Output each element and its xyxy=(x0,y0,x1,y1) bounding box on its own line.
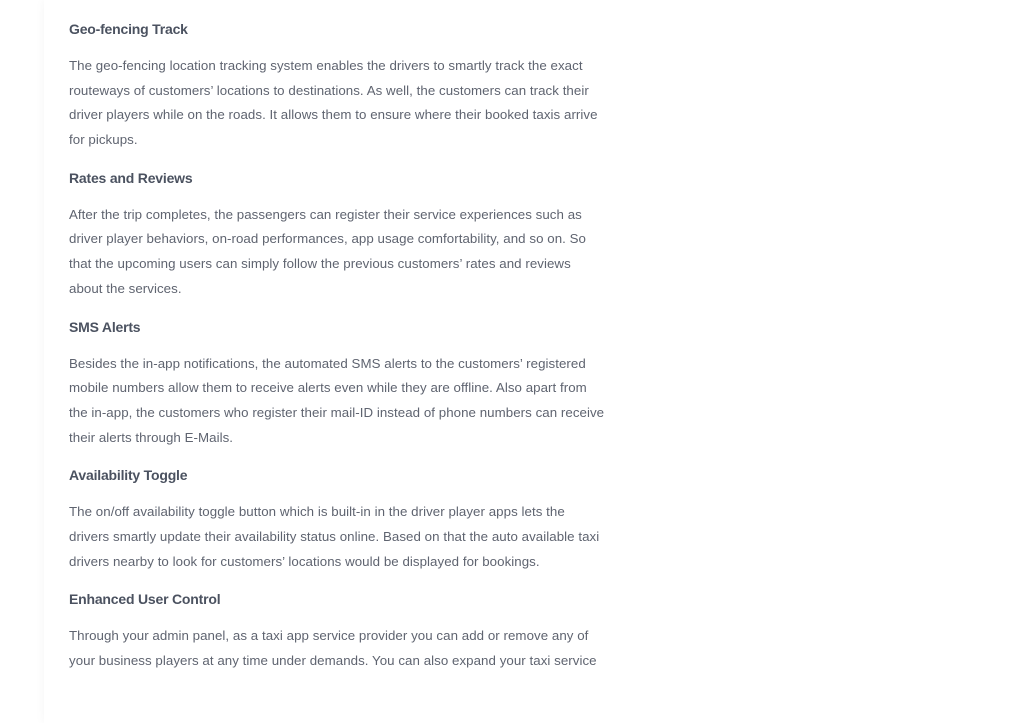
section-heading-enhanced-user-control: Enhanced User Control xyxy=(69,591,221,608)
sidebar-area xyxy=(659,0,1024,723)
article-body xyxy=(69,17,635,687)
text-line: Besides the in-app notifications, the automated SMS alerts to the customers’ registered xyxy=(69,355,586,371)
text-line: driver players while on the roads. It allows them to ensure where their booked taxis arrive xyxy=(69,107,598,123)
section-heading-availability-toggle: Availability Toggle xyxy=(69,467,188,484)
text-line: mobile numbers allow them to receive alerts even while they are offline. Also apart from xyxy=(69,380,587,396)
text-line: about the services. xyxy=(69,280,182,296)
text-line: driver player behaviors, on-road performances, app usage comfortability, and so on. So xyxy=(69,231,586,247)
text-line: your business players at any time under demands. You can also expand your taxi service xyxy=(69,653,597,668)
text-line: The geo-fencing location tracking system enables the drivers to smartly track the exact xyxy=(69,58,583,73)
text-line: The on/off availability toggle button which is built-in in the driver player apps lets the xyxy=(69,504,565,520)
text-line: their alerts through E-Mails. xyxy=(69,429,234,445)
section-text-enhanced-user-control xyxy=(69,624,635,673)
section-text-sms-alerts xyxy=(69,352,635,451)
text-line: drivers smartly update their availability status online. Based on that the auto available taxi xyxy=(69,528,600,544)
section-heading-sms-alerts: SMS Alerts xyxy=(69,318,141,335)
text-line: routeways of customers’ locations to destinations. As well, the customers can track their xyxy=(69,82,589,98)
section-text-rates-and-reviews xyxy=(69,203,635,302)
text-line: drivers nearby to look for customers’ locations would be displayed for bookings. xyxy=(69,553,540,569)
text-line: the in-app, the customers who register their mail-ID instead of phone numbers can receive xyxy=(69,404,605,420)
section-heading-geo-fencing-track: Geo-fencing Track xyxy=(69,21,188,37)
text-line: that the upcoming users can simply follow the previous customers’ rates and reviews xyxy=(69,256,571,272)
section-heading-rates-and-reviews: Rates and Reviews xyxy=(69,169,193,186)
text-line: After the trip completes, the passengers can register their service experiences such as xyxy=(69,206,582,222)
text-line: for pickups. xyxy=(69,132,138,148)
section-text-availability-toggle xyxy=(69,500,635,574)
text-line: Through your admin panel, as a taxi app service provider you can add or remove any of xyxy=(69,628,589,644)
section-text-geo-fencing-track xyxy=(69,54,635,153)
